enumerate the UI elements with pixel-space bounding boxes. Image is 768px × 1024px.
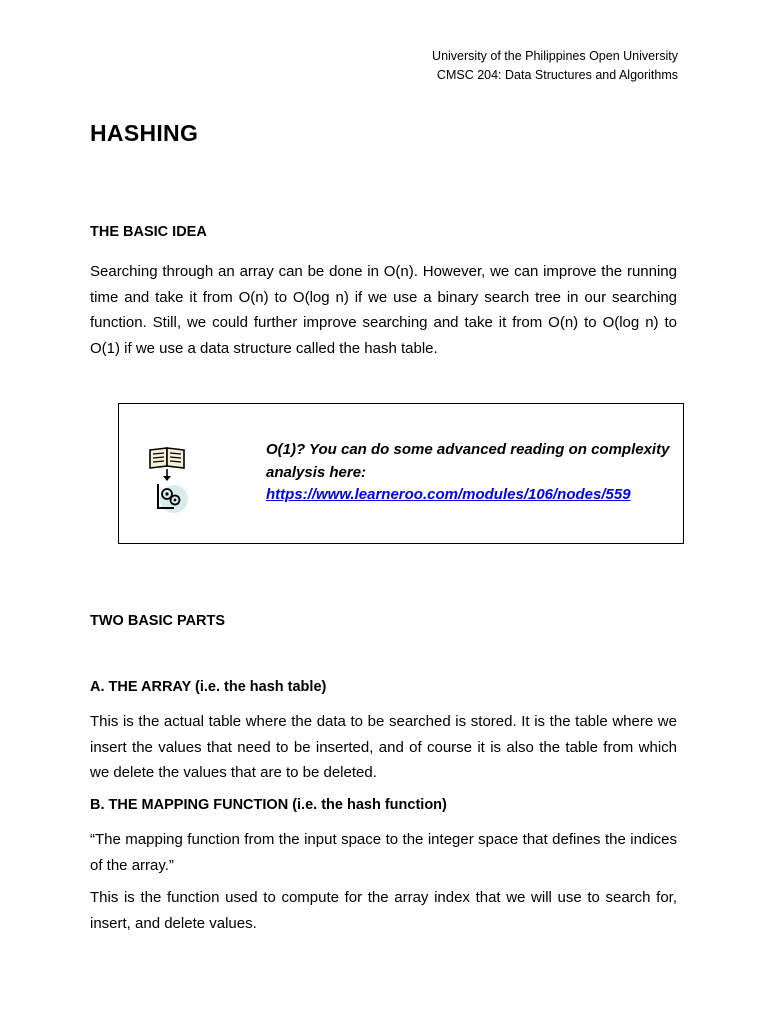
learneroo-link[interactable]: https://www.learneroo.com/modules/106/nodes/559 xyxy=(266,486,631,503)
page-title: HASHING xyxy=(90,120,199,146)
header-university: University of the Philippines Open University xyxy=(432,49,678,63)
reading-callout-box xyxy=(118,403,684,544)
book-with-gears-icon xyxy=(147,444,191,516)
document-header xyxy=(432,47,678,85)
paragraph-part-a: This is the actual table where the data to be searched is stored. It is the table where we insert the values that need to be inserted, and of course it is also the table from which we delete the values that are to be deleted. xyxy=(90,713,677,781)
quote-part-b: “The mapping function from the input space to the integer space that defines the indices of the array.” xyxy=(90,831,677,874)
heading-two-basic-parts: TWO BASIC PARTS xyxy=(90,613,226,629)
header-course: CMSC 204: Data Structures and Algorithms xyxy=(436,68,678,82)
paragraph-basic-idea: Searching through an array can be done in O(n). However, we can improve the running time and take it from O(n) to O(log n) if we use a binary search tree in our searching function. Still, we could further improve searching and take it from O(n) to O(log n) to O(1) if we use a data structure called the hash table. xyxy=(90,263,677,357)
heading-part-a: A. THE ARRAY (i.e. the hash table) xyxy=(90,679,327,695)
callout-text xyxy=(266,439,678,507)
heading-basic-idea: THE BASIC IDEA xyxy=(90,224,207,240)
paragraph-part-b: This is the function used to compute for the array index that we will use to search for, insert, and delete values. xyxy=(90,889,677,932)
heading-part-b: B. THE MAPPING FUNCTION (i.e. the hash function) xyxy=(90,797,447,813)
callout-message: O(1)? You can do some advanced reading on complexity analysis here: xyxy=(266,441,670,481)
